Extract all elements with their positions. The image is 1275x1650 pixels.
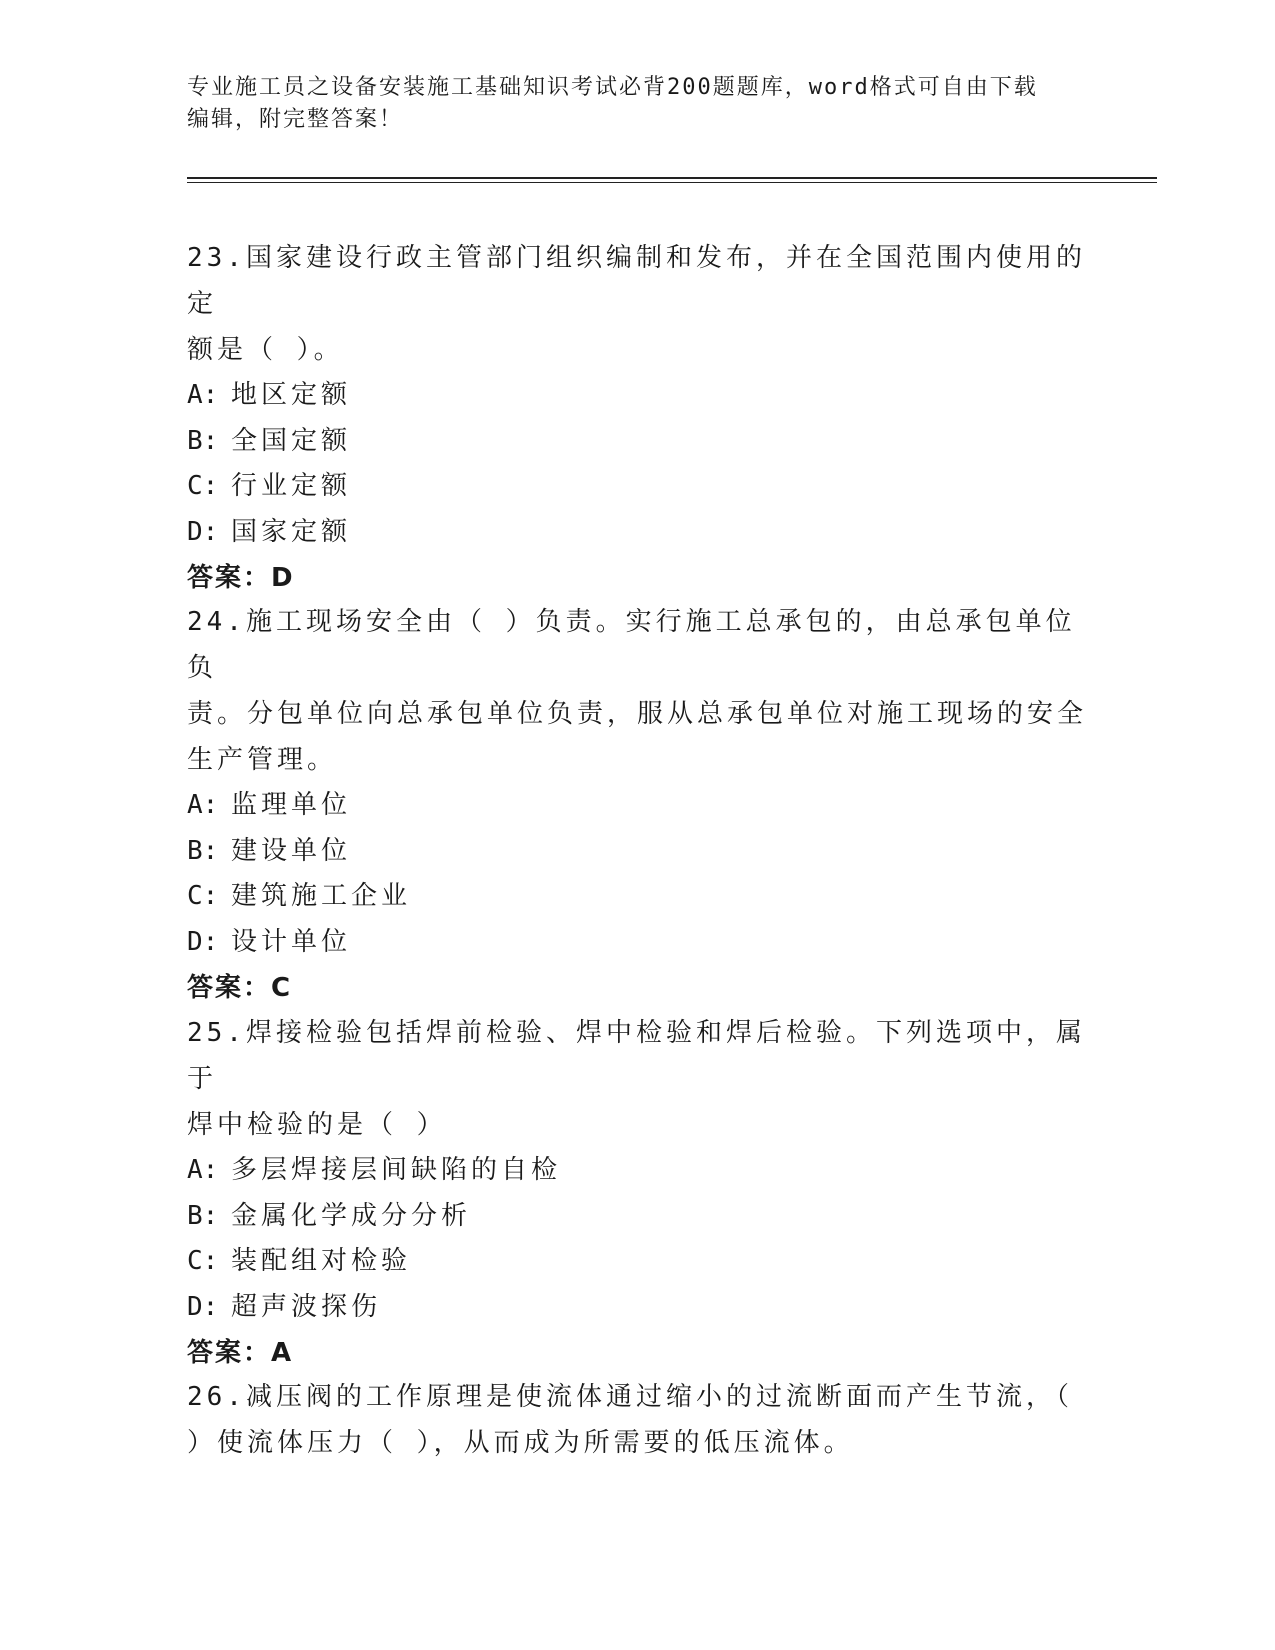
option-label: C: <box>187 1246 219 1276</box>
option-label: A: <box>187 380 219 410</box>
option-text: 多层焊接层间缺陷的自检 <box>231 1155 562 1185</box>
option-label: B: <box>187 1200 219 1231</box>
option-label: A: <box>187 1155 219 1185</box>
option-c <box>187 1239 1087 1285</box>
option-text: 行业定额 <box>231 471 352 501</box>
option-label: A: <box>187 790 219 820</box>
option-a <box>187 373 1087 419</box>
option-b <box>187 829 1087 875</box>
option-text: 金属化学成分分析 <box>231 1200 472 1231</box>
question-stem-line: 23.国家建设行政主管部门组织编制和发布，并在全国范围内使用的定 <box>187 243 1086 319</box>
header-line-1: 专业施工员之设备安装施工基础知识考试必背200题题库，word格式可自由下载 <box>187 75 1038 100</box>
option-text: 建筑施工企业 <box>231 881 412 911</box>
option-text: 超声波探伤 <box>231 1291 382 1322</box>
header-line-2: 编辑，附完整答案！ <box>187 107 404 132</box>
option-text: 地区定额 <box>231 380 352 410</box>
option-label: B: <box>187 425 219 456</box>
option-d <box>187 1285 1087 1331</box>
option-text: 监理单位 <box>231 790 352 820</box>
answer: 答案：D <box>187 563 295 593</box>
option-d <box>187 510 1087 556</box>
header-divider-thick <box>187 177 1157 179</box>
answer: 答案：C <box>187 973 293 1003</box>
option-a <box>187 1148 1087 1194</box>
document-header <box>187 72 1087 136</box>
option-label: B: <box>187 835 219 866</box>
question-24 <box>187 599 1087 1011</box>
option-label: D: <box>187 1291 219 1322</box>
question-stem-line: 焊中检验的是（ ） <box>187 1110 447 1140</box>
option-text: 建设单位 <box>231 835 352 866</box>
option-label: C: <box>187 881 219 911</box>
option-label: D: <box>187 926 219 957</box>
question-stem-line: 额是（ ）。 <box>187 335 344 365</box>
question-25 <box>187 1010 1087 1376</box>
question-stem-line: 责。分包单位向总承包单位负责，服从总承包单位对施工现场的安全 <box>187 699 1088 729</box>
option-text: 装配组对检验 <box>231 1246 412 1276</box>
option-b <box>187 419 1087 465</box>
option-text: 设计单位 <box>231 926 352 957</box>
question-23 <box>187 235 1087 601</box>
option-d <box>187 920 1087 966</box>
header-divider-thin <box>187 182 1157 183</box>
option-text: 全国定额 <box>231 425 352 456</box>
answer: 答案：A <box>187 1338 294 1368</box>
option-label: D: <box>187 516 219 547</box>
question-stem-line: 24.施工现场安全由（ ）负责。实行施工总承包的，由总承包单位负 <box>187 607 1076 683</box>
option-text: 国家定额 <box>231 516 352 547</box>
question-stem-line: 生产管理。 <box>187 745 338 775</box>
question-26 <box>187 1374 1087 1466</box>
question-stem-line: 25.焊接检验包括焊前检验、焊中检验和焊后检验。下列选项中，属于 <box>187 1018 1086 1094</box>
option-c <box>187 874 1087 920</box>
option-c <box>187 464 1087 510</box>
option-b <box>187 1194 1087 1240</box>
option-label: C: <box>187 471 219 501</box>
option-a <box>187 783 1087 829</box>
question-stem-line: 26.减压阀的工作原理是使流体通过缩小的过流断面而产生节流，（ <box>187 1382 1073 1412</box>
question-stem-line: ）使流体压力（ ），从而成为所需要的低压流体。 <box>187 1428 854 1458</box>
